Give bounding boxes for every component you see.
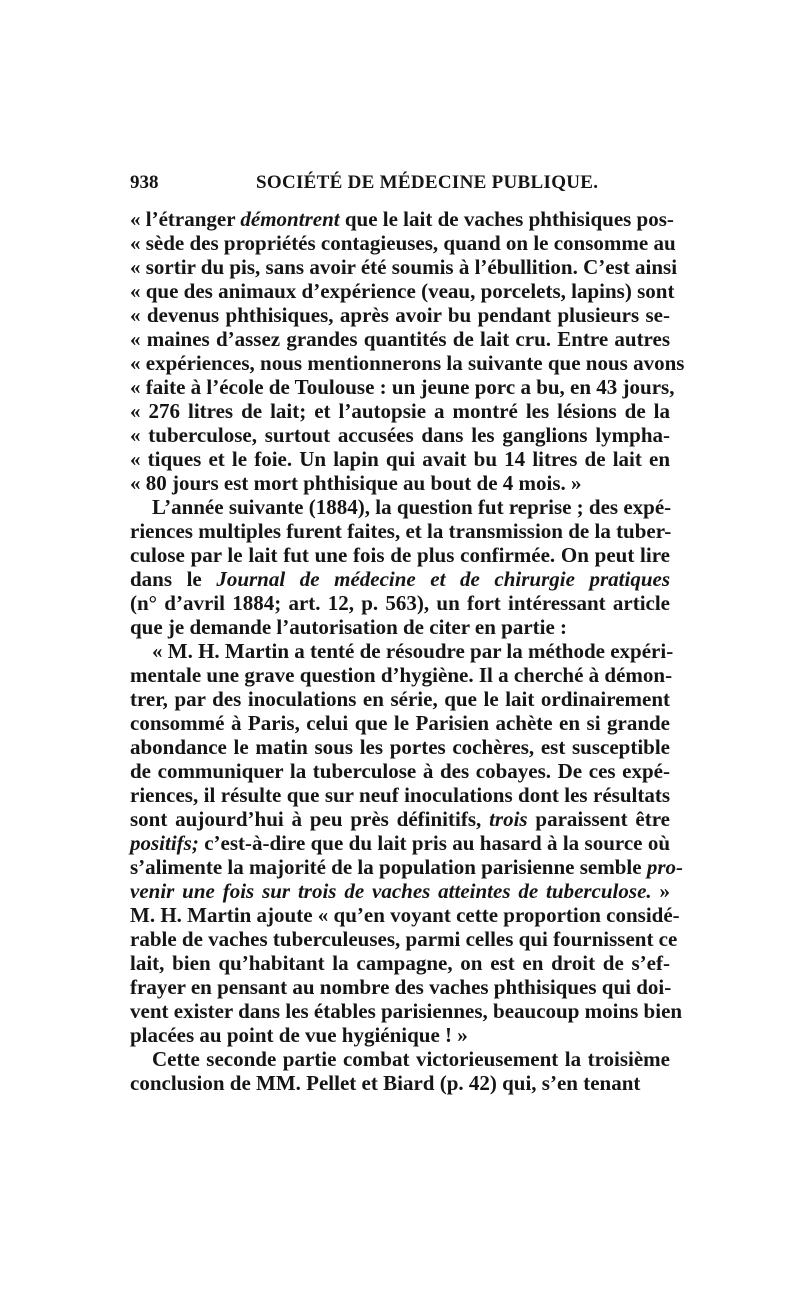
text-segment: « sède des propriétés contagieuses, quand on le consomme au (130, 231, 676, 255)
text-line (130, 255, 678, 279)
page-number: 938 (130, 172, 159, 193)
page-header (130, 172, 670, 202)
text-segment: riences, il résulte que sur neuf inoculations dont les résultats (130, 783, 670, 807)
text-line (130, 639, 674, 663)
text-line (130, 879, 670, 903)
text-segment: L’année suivante (1884), la question fut reprise ; des expé- (152, 495, 672, 519)
text-line (130, 375, 675, 399)
text-line (130, 327, 670, 351)
text-segment: « l’étranger (130, 207, 241, 231)
text-segment: mentale une grave question d’hygiène. Il a cherché à démon- (130, 663, 673, 687)
text-line (130, 591, 670, 615)
italic-segment: démontrent (240, 207, 340, 231)
text-line (130, 831, 670, 855)
text-segment: vent exister dans les étables parisiennes, beaucoup moins bien (130, 999, 683, 1023)
text-line (130, 1023, 670, 1047)
italic-segment: Journal de médecine et de chirurgie pratiques (216, 567, 670, 591)
text-segment: c’est-à-dire que du lait pris au hasard à la source où (198, 831, 670, 855)
text-segment: » (651, 879, 670, 903)
text-line (130, 999, 683, 1023)
text-line (130, 951, 670, 975)
text-line (130, 351, 685, 375)
italic-segment: pro- (646, 855, 683, 879)
text-segment: « tuberculose, surtout accusées dans les ganglions lympha- (130, 423, 670, 447)
text-line (130, 855, 683, 879)
text-line (130, 735, 670, 759)
text-segment: trer, par des inoculations en série, que le lait ordinairement (130, 687, 670, 711)
text-segment: « expériences, nous mentionnerons la suivante que nous avons (130, 351, 685, 375)
text-segment: « 80 jours est mort phthisique au bout de 4 mois. » (130, 471, 582, 495)
text-line (130, 423, 670, 447)
text-line (130, 447, 670, 471)
text-line (130, 711, 670, 735)
text-segment: Cette seconde partie combat victorieusement la troisième (152, 1047, 670, 1071)
text-segment: abondance le matin sous les portes cochères, est susceptible (130, 735, 670, 759)
text-segment: M. H. Martin ajoute « qu’en voyant cette proportion considé- (130, 903, 680, 927)
text-segment: « maines d’assez grandes quantités de lait cru. Entre autres (130, 327, 670, 351)
text-segment: « devenus phthisiques, après avoir bu pendant plusieurs se- (130, 303, 670, 327)
italic-segment: positifs; (130, 831, 199, 855)
text-line (130, 471, 670, 495)
text-segment: de communiquer la tuberculose à des cobayes. De ces expé- (130, 759, 670, 783)
text-segment: sont aujourd’hui à peu près définitifs, (130, 807, 490, 831)
text-segment: dans le (130, 567, 217, 591)
text-segment: (n° d’avril 1884; art. 12, p. 563), un fort intéressant article (130, 591, 670, 615)
text-line (130, 759, 670, 783)
text-line (130, 231, 676, 255)
text-line (130, 807, 670, 831)
text-segment: conclusion de MM. Pellet et Biard (p. 42) qui, s’en tenant (130, 1071, 641, 1095)
text-segment: « tiques et le foie. Un lapin qui avait bu 14 litres de lait en (130, 447, 670, 471)
text-segment: « faite à l’école de Toulouse : un jeune porc a bu, en 43 jours, (130, 375, 675, 399)
text-line (130, 519, 670, 543)
text-segment: paraissent être (527, 807, 671, 831)
italic-segment: trois (489, 807, 528, 831)
text-line (130, 615, 670, 639)
text-segment: rable de vaches tuberculeuses, parmi celles qui fournissent ce (130, 927, 678, 951)
text-line (130, 975, 670, 999)
text-segment: lait, bien qu’habitant la campagne, on est en droit de s’ef- (130, 951, 670, 975)
text-segment: « M. H. Martin a tenté de résoudre par la méthode expéri- (152, 639, 674, 663)
italic-segment: venir une fois sur trois de vaches atteintes de tuberculose. (130, 879, 652, 903)
text-line (130, 663, 673, 687)
text-line (130, 927, 678, 951)
text-segment: riences multiples furent faites, et la transmission de la tuber- (130, 519, 672, 543)
text-segment: placées au point de vue hygiénique ! » (130, 1023, 468, 1047)
text-line (130, 543, 670, 567)
text-line (130, 399, 670, 423)
text-segment: culose par le lait fut une fois de plus confirmée. On peut lire (130, 543, 670, 567)
page-text (130, 207, 685, 1095)
text-segment: consommé à Paris, celui que le Parisien achète en si grande (130, 711, 670, 735)
text-segment: frayer en pensant au nombre des vaches phthisiques qui doi- (130, 975, 672, 999)
text-line (130, 279, 675, 303)
text-line (130, 207, 674, 231)
text-line (130, 567, 670, 591)
text-line (130, 303, 670, 327)
running-title: SOCIÉTÉ DE MÉDECINE PUBLIQUE. (256, 172, 599, 193)
text-line (130, 1047, 670, 1071)
text-line (130, 687, 670, 711)
text-segment: s’alimente la majorité de la population parisienne semble (130, 855, 647, 879)
text-line (130, 783, 670, 807)
text-segment: « sortir du pis, sans avoir été soumis à l’ébullition. C’est ainsi (130, 255, 678, 279)
text-segment: que le lait de vaches phthisiques pos- (339, 207, 674, 231)
text-line (130, 495, 670, 519)
text-line (130, 903, 680, 927)
text-segment: « 276 litres de lait; et l’autopsie a montré les lésions de la (130, 399, 670, 423)
text-segment: que je demande l’autorisation de citer en partie : (130, 615, 568, 639)
text-line (130, 1071, 670, 1095)
text-segment: « que des animaux d’expérience (veau, porcelets, lapins) sont (130, 279, 675, 303)
